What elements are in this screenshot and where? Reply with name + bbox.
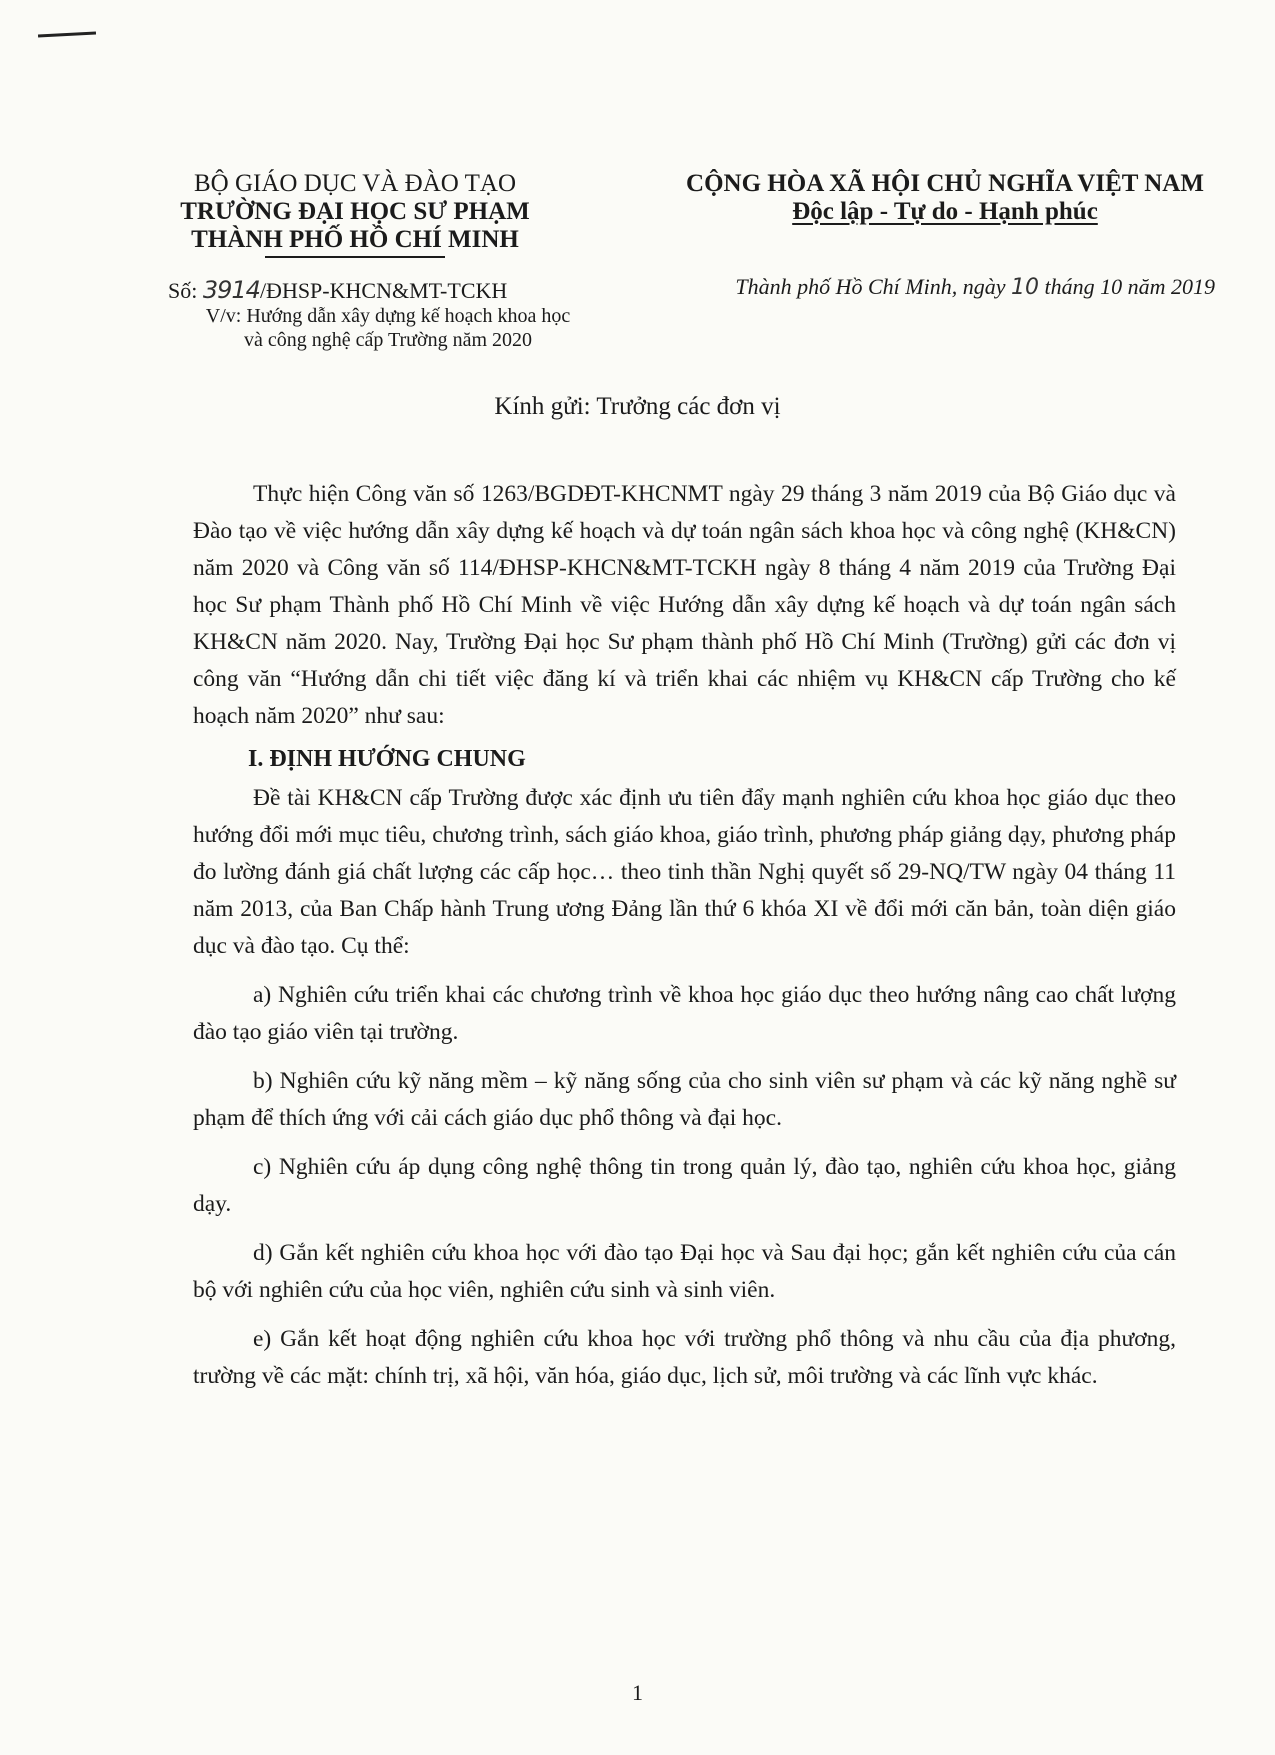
document-body [193,476,1176,1395]
school-name-line2: THÀNH PHỐ HỒ CHÍ MINH [191,226,519,253]
date-suffix: tháng 10 năm 2019 [1039,274,1215,299]
date-day-handwritten: 10 [1011,275,1039,300]
subject-line2: và công nghệ cấp Trường năm 2020 [243,329,533,351]
scan-mark [38,31,96,37]
ministry-name: BỘ GIÁO DỤC VÀ ĐÀO TẠO [194,170,516,197]
header-underline [265,256,445,258]
list-item: a) Nghiên cứu triển khai các chương trình về khoa học giáo dục theo hướng nâng cao chất lượng đào tạo giáo viên tại trường. [193,982,1176,1045]
document-number [168,276,507,304]
issuer-header [155,170,555,258]
section-heading: I. ĐỊNH HƯỚNG CHUNG [248,746,526,772]
subject-line1: V/v: Hướng dẫn xây dựng kế hoạch khoa học [205,305,571,327]
page-number: 1 [632,1680,643,1705]
list-item: c) Nghiên cứu áp dụng công nghệ thông tin trong quản lý, đào tạo, nghiên cứu khoa học, giảng dạy. [193,1154,1176,1217]
school-name-line1: TRƯỜNG ĐẠI HỌC SƯ PHẠM [180,198,530,225]
list-item: e) Gắn kết hoạt động nghiên cứu khoa học với trường phổ thông và nhu cầu của địa phương, trường về các mặt: chính trị, xã hội, văn hóa, giáo dục, lịch sử, môi trường và các lĩnh vực khác. [193,1326,1176,1389]
doc-number-handwritten: 3914 [202,276,260,304]
national-header [680,170,1210,226]
recipient-line: Kính gửi: Trưởng các đơn vị [494,393,781,420]
doc-number-prefix: Số: [168,278,203,303]
list-item: d) Gắn kết nghiên cứu khoa học với đào tạo Đại học và Sau đại học; gắn kết nghiên cứu của cán bộ với nghiên cứu của học viên, nghiên cứu sinh và sinh viên. [193,1240,1176,1303]
section-lead-paragraph: Đề tài KH&CN cấp Trường được xác định ưu tiên đẩy mạnh nghiên cứu khoa học giáo dục theo hướng đổi mới mục tiêu, chương trình, sách giáo khoa, giáo trình, phương pháp giảng dạy, phương pháp đo lường đánh giá chất lượng các cấp học… theo tinh thần Nghị quyết số 29-NQ/TW ngày 04 tháng 11 năm 2013, của Ban Chấp hành Trung ương Đảng lần thứ 6 khóa XI về đổi mới căn bản, toàn diện giáo dục và đào tạo. Cụ thể: [193,785,1176,959]
date-line [660,274,1215,300]
list-item: b) Nghiên cứu kỹ năng mềm – kỹ năng sống của cho sinh viên sư phạm và các kỹ năng nghề sư phạm để thích ứng với cải cách giáo dục phổ thông và đại học. [193,1068,1176,1131]
doc-number-suffix: /ĐHSP-KHCN&MT-TCKH [259,278,508,303]
document-subject [168,304,608,352]
date-prefix: Thành phố Hồ Chí Minh, ngày [735,274,1011,299]
country-name: CỘNG HÒA XÃ HỘI CHỦ NGHĨA VIỆT NAM [686,170,1204,197]
intro-paragraph: Thực hiện Công văn số 1263/BGDĐT-KHCNMT ngày 29 tháng 3 năm 2019 của Bộ Giáo dục và Đào tạo về việc hướng dẫn xây dựng kế hoạch và dự toán ngân sách khoa học và công nghệ (KH&CN) năm 2020 và Công văn số 114/ĐHSP-KHCN&MT-TCKH ngày 8 tháng 4 năm 2019 của Trường Đại học Sư phạm Thành phố Hồ Chí Minh về việc Hướng dẫn xây dựng kế hoạch và dự toán ngân sách KH&CN năm 2020. Nay, Trường Đại học Sư phạm thành phố Hồ Chí Minh (Trường) gửi các đơn vị công văn “Hướng dẫn chi tiết việc đăng kí và triển khai các nhiệm vụ KH&CN cấp Trường cho kế hoạch năm 2020” như sau: [193,481,1176,729]
national-motto: Độc lập - Tự do - Hạnh phúc [792,198,1098,225]
